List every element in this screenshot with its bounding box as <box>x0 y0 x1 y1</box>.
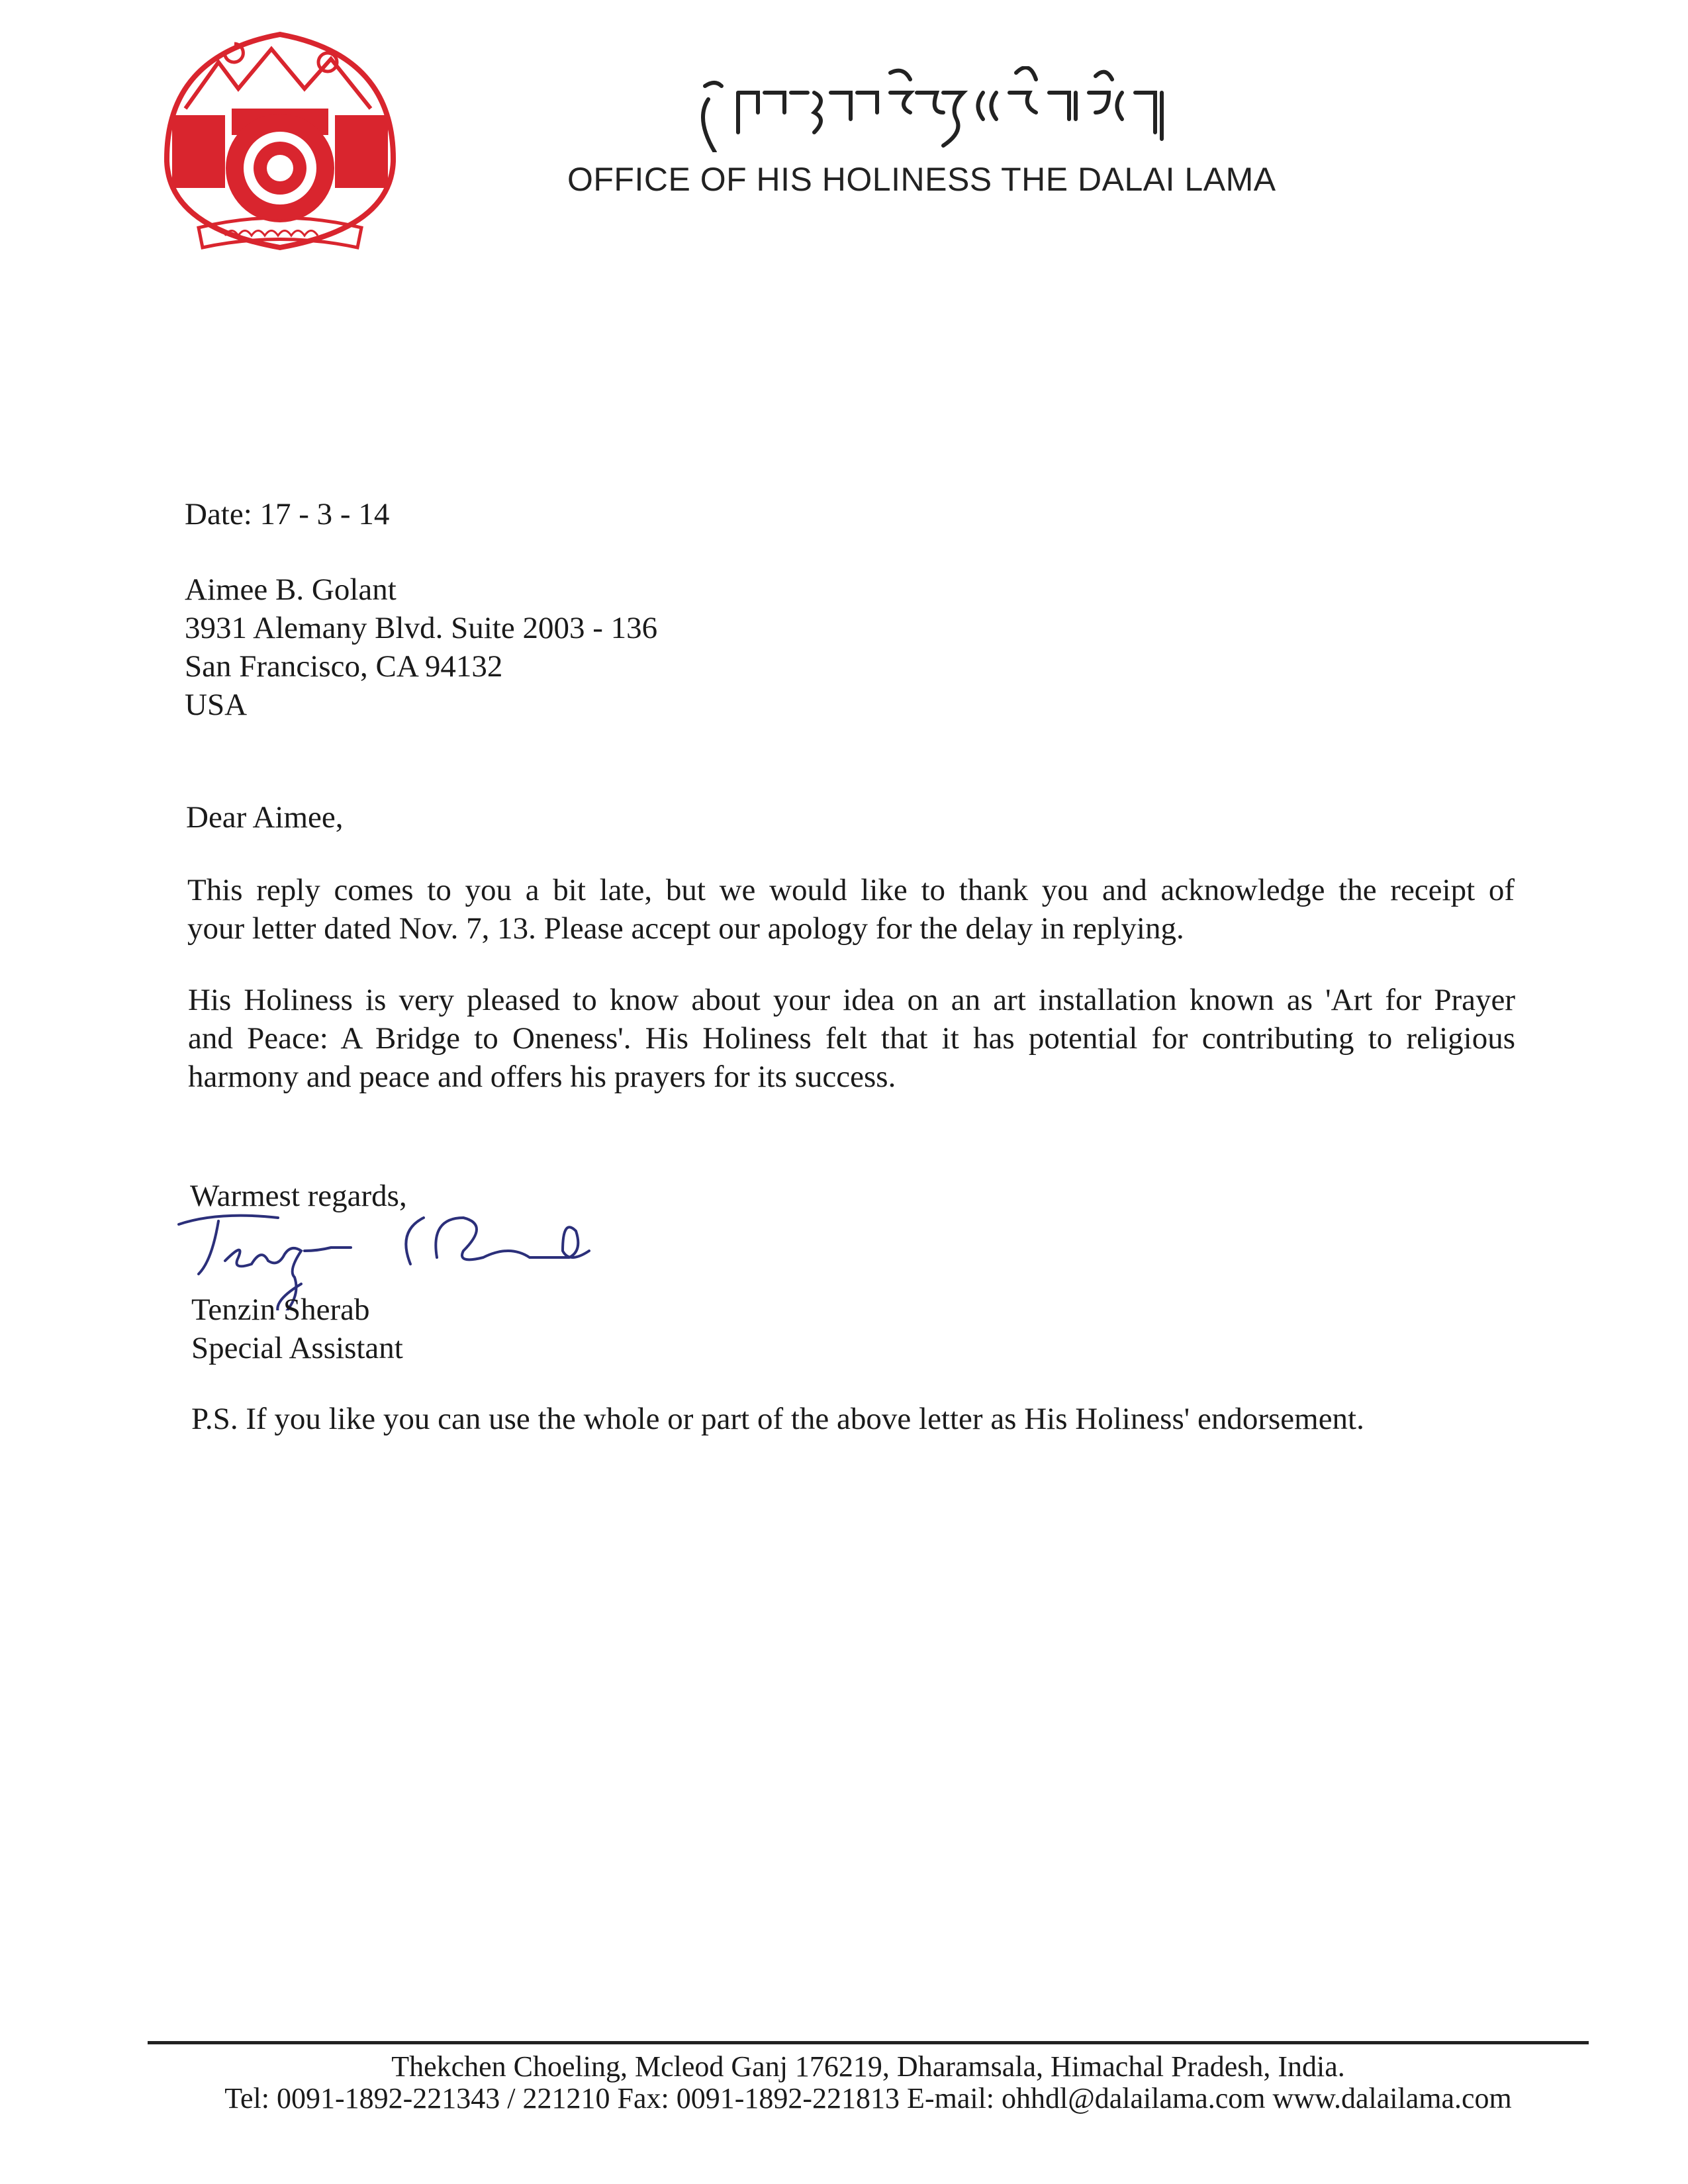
paragraph-1 <box>187 871 1515 948</box>
signer-name: Tenzin Sherab <box>191 1293 370 1327</box>
recipient-name: Aimee B. Golant <box>185 572 397 607</box>
recipient-street: 3931 Alemany Blvd. Suite 2003 - 136 <box>185 611 658 645</box>
footer-divider <box>148 2041 1589 2044</box>
tibetan-script-heading <box>692 66 1195 152</box>
recipient-address <box>185 570 657 724</box>
footer-address: Thekchen Choeling, Mcleod Ganj 176219, Dharamsala, Himachal Pradesh, India. <box>391 2050 1345 2083</box>
footer-contact: Tel: 0091-1892-221343 / 221210 Fax: 0091-1892-221813 E-mail: ohhdl@dalailama.com www.dalailama.com <box>224 2082 1512 2115</box>
paragraph-line: harmony and peace and offers his prayers for its success. <box>188 1060 896 1094</box>
recipient-city: San Francisco, CA 94132 <box>185 649 503 684</box>
office-seal-logo <box>159 29 401 255</box>
salutation: Dear Aimee, <box>186 800 344 835</box>
letterhead-title: OFFICE OF HIS HOLINESS THE DALAI LAMA <box>567 161 1276 198</box>
paragraph-line: your letter dated Nov. 7, 13. Please accept our apology for the delay in replying. <box>187 911 1184 946</box>
paragraph-line: His Holiness is very pleased to know about your idea on an art installation known as 'Art for Prayer <box>188 983 1515 1017</box>
paragraph-2 <box>188 981 1515 1096</box>
postscript: P.S. If you like you can use the whole or part of the above letter as His Holiness' endorsement. <box>191 1402 1364 1436</box>
paragraph-line: This reply comes to you a bit late, but we would like to thank you and acknowledge the receipt of <box>187 873 1515 907</box>
closing: Warmest regards, <box>190 1179 407 1213</box>
recipient-country: USA <box>185 688 248 722</box>
paragraph-line: and Peace: A Bridge to Oneness'. His Holiness felt that it has potential for contributing to religious <box>188 1021 1515 1056</box>
signer-title: Special Assistant <box>191 1331 403 1365</box>
letter-date: Date: 17 - 3 - 14 <box>185 497 390 531</box>
